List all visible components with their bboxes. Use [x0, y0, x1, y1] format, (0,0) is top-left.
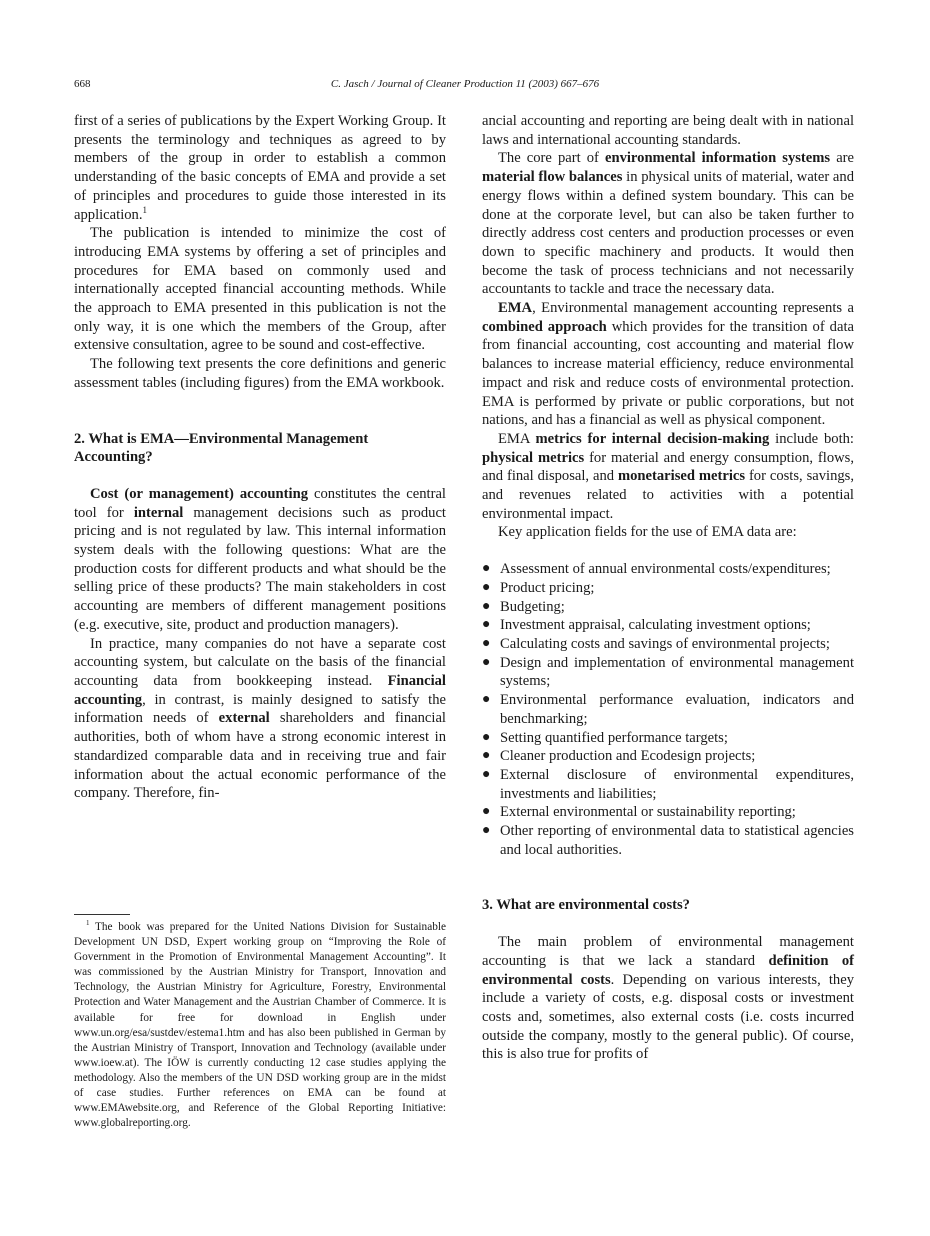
page-header	[74, 78, 856, 94]
running-head: C. Jasch / Journal of Cleaner Production 11 (2003) 667–676	[330, 78, 600, 90]
page-number: 668	[74, 78, 91, 90]
bullet-icon: ●	[482, 635, 491, 651]
paragraph: ancial accounting and reporting are being dealt with in national laws and international accounting standards.	[482, 113, 854, 148]
list-item: ● Investment appraisal, calculating investment options;	[482, 617, 811, 634]
bullet-icon: ●	[482, 654, 491, 670]
list-item: ● Other reporting of environmental data to statistical agencies and local authorities.	[482, 823, 854, 858]
list-item: ● Cleaner production and Ecodesign projects;	[482, 748, 756, 765]
footnote-marker[interactable]: 1	[142, 204, 147, 215]
list-item: ● Design and implementation of environmental management systems;	[482, 654, 854, 690]
paragraph: Key application fields for the use of EMA data are:	[498, 524, 797, 541]
paragraph: Cost (or management) accounting constitutes the central tool for internal management decisions such as product pricing and is not regulated by law. This internal information system deals with the following questions: What are the production costs for different products and what should be the selling price of these products? The main stakeholders in cost accounting are members of different management positions (e.g. executive, site, product and production managers).	[74, 485, 446, 633]
bullet-icon: ●	[482, 561, 491, 577]
right-column	[482, 112, 854, 1064]
list-item: ● External environmental or sustainability reporting;	[482, 804, 796, 821]
list-item: ● External disclosure of environmental expenditures, investments and liabilities;	[482, 766, 854, 802]
paragraph: EMA, Environmental management accounting represents a combined approach which provides for the transition of data from financial accounting, cost accounting and material flow balances to increase material efficiency, reduce environmental impact and risk and reduce costs of environmental protection. EMA is performed by private or public corporations, but not nations, and has a financial as well as physical component.	[482, 300, 854, 429]
bullet-icon: ●	[482, 598, 491, 614]
paragraph: The publication is intended to minimize the cost of introducing EMA systems by offering a set of principles and procedures for EMA based on commonly used and internationally accepted financial accounting methods. While the approach to EMA presented in this publication is not the only way, it is one which the members of the Group, after extensive consultation, agree to be sound and cost-effective.	[74, 225, 446, 354]
section-heading-3: 3. What are environmental costs?	[482, 897, 690, 914]
footnote: $^1$ The book was prepared for the United Nations Division for Sustainable Development UN DSD, Expert working group on “Improving the Role of Government in the Promotion of Environmental Management Accounting”. It was commissioned by the Austrian Ministry for Transport, Innovation and Technology, the Austrian Ministry for Agriculture, Forestry, Environmental Protection and Water Management and the Austrian Chamber of Commerce. It is available for free for download in English under www.un.org/esa/sustdev/estema1.htm and has also been published in German by the Austrian Ministry of Transport, Innovation and Technology (available under www.ioew.at). The IÖW is currently conducting 12 case studies applying the methodology. Also the members of the UN DSD working group are in the midst of case studies. Further references on EMA can be found at www.EMAwebsite.org, and Reference of the Global Reporting Initiative: www.globalreporting.org.	[74, 919, 447, 1130]
bullet-icon: ●	[482, 579, 491, 595]
bullet-icon: ●	[482, 766, 491, 782]
section-heading-2: 2. What is EMA—Environmental Management Accounting?	[74, 430, 369, 466]
paragraph: In practice, many companies do not have a separate cost accounting system, but calculate on the basis of the financial accounting data from bookkeeping instead. Financial accounting, in contrast, is mainly designed to satisfy the information needs of external shareholders and financial authorities, both of whom have a strong economic interest in standardized comparable data and in receiving true and fair information about the actual economic performance of the company. Therefore, fin-	[74, 635, 446, 802]
list-item: ● Calculating costs and savings of environmental projects;	[482, 635, 830, 652]
list-item: ● Assessment of annual environmental costs/expenditures;	[482, 561, 831, 578]
paragraph: The core part of environmental information systems are material flow balances in physical units of material, water and energy flows within a defined system boundary. This can be done at the corporate level, but can also be taken further to directly address cost centers and production processes or even down to specific machinery and products. It would then become the task of process technicians and not necessarily accountants to tackle and trace the necessary data.	[482, 150, 855, 298]
paragraph: EMA metrics for internal decision-making include both: physical metrics for material and energy consumption, flows, and final disposal, and monetarised metrics for costs, savings, and revenues related to activities with a potential environmental impact.	[482, 430, 855, 522]
bullet-icon: ●	[482, 617, 491, 633]
left-column	[74, 112, 446, 803]
footnote-marker: 1	[86, 919, 90, 928]
bullet-icon: ●	[482, 729, 491, 745]
list-item: ● Budgeting;	[482, 598, 565, 615]
application-list	[482, 560, 854, 859]
list-item: ● Environmental performance evaluation, indicators and benchmarking;	[482, 692, 854, 727]
bullet-icon: ●	[482, 804, 491, 820]
paragraph: The following text presents the core definitions and generic assessment tables (including figures) from the EMA workbook.	[74, 356, 446, 391]
bullet-icon: ●	[482, 748, 491, 764]
paragraph: first of a series of publications by the Expert Working Group. It presents the terminology and techniques as agreed to by members of the group in order to establish a common understanding of the basic concepts of EMA and provide a set of principles and procedures to guide those interested in its application.$^1$	[74, 113, 446, 223]
paragraph: The main problem of environmental management accounting is that we lack a standard definition of environmental costs. Depending on various interests, they include a variety of costs, e.g. disposal costs or investment costs and, sometimes, also external costs (i.e. costs incurred outside the company, mostly to the general public). Of course, this is also true for profits of	[482, 934, 855, 1063]
bullet-icon: ●	[482, 692, 491, 708]
bullet-icon: ●	[482, 823, 491, 839]
footnote-rule	[74, 914, 130, 915]
list-item: ● Product pricing;	[482, 579, 595, 596]
list-item: ● Setting quantified performance targets;	[482, 729, 728, 746]
